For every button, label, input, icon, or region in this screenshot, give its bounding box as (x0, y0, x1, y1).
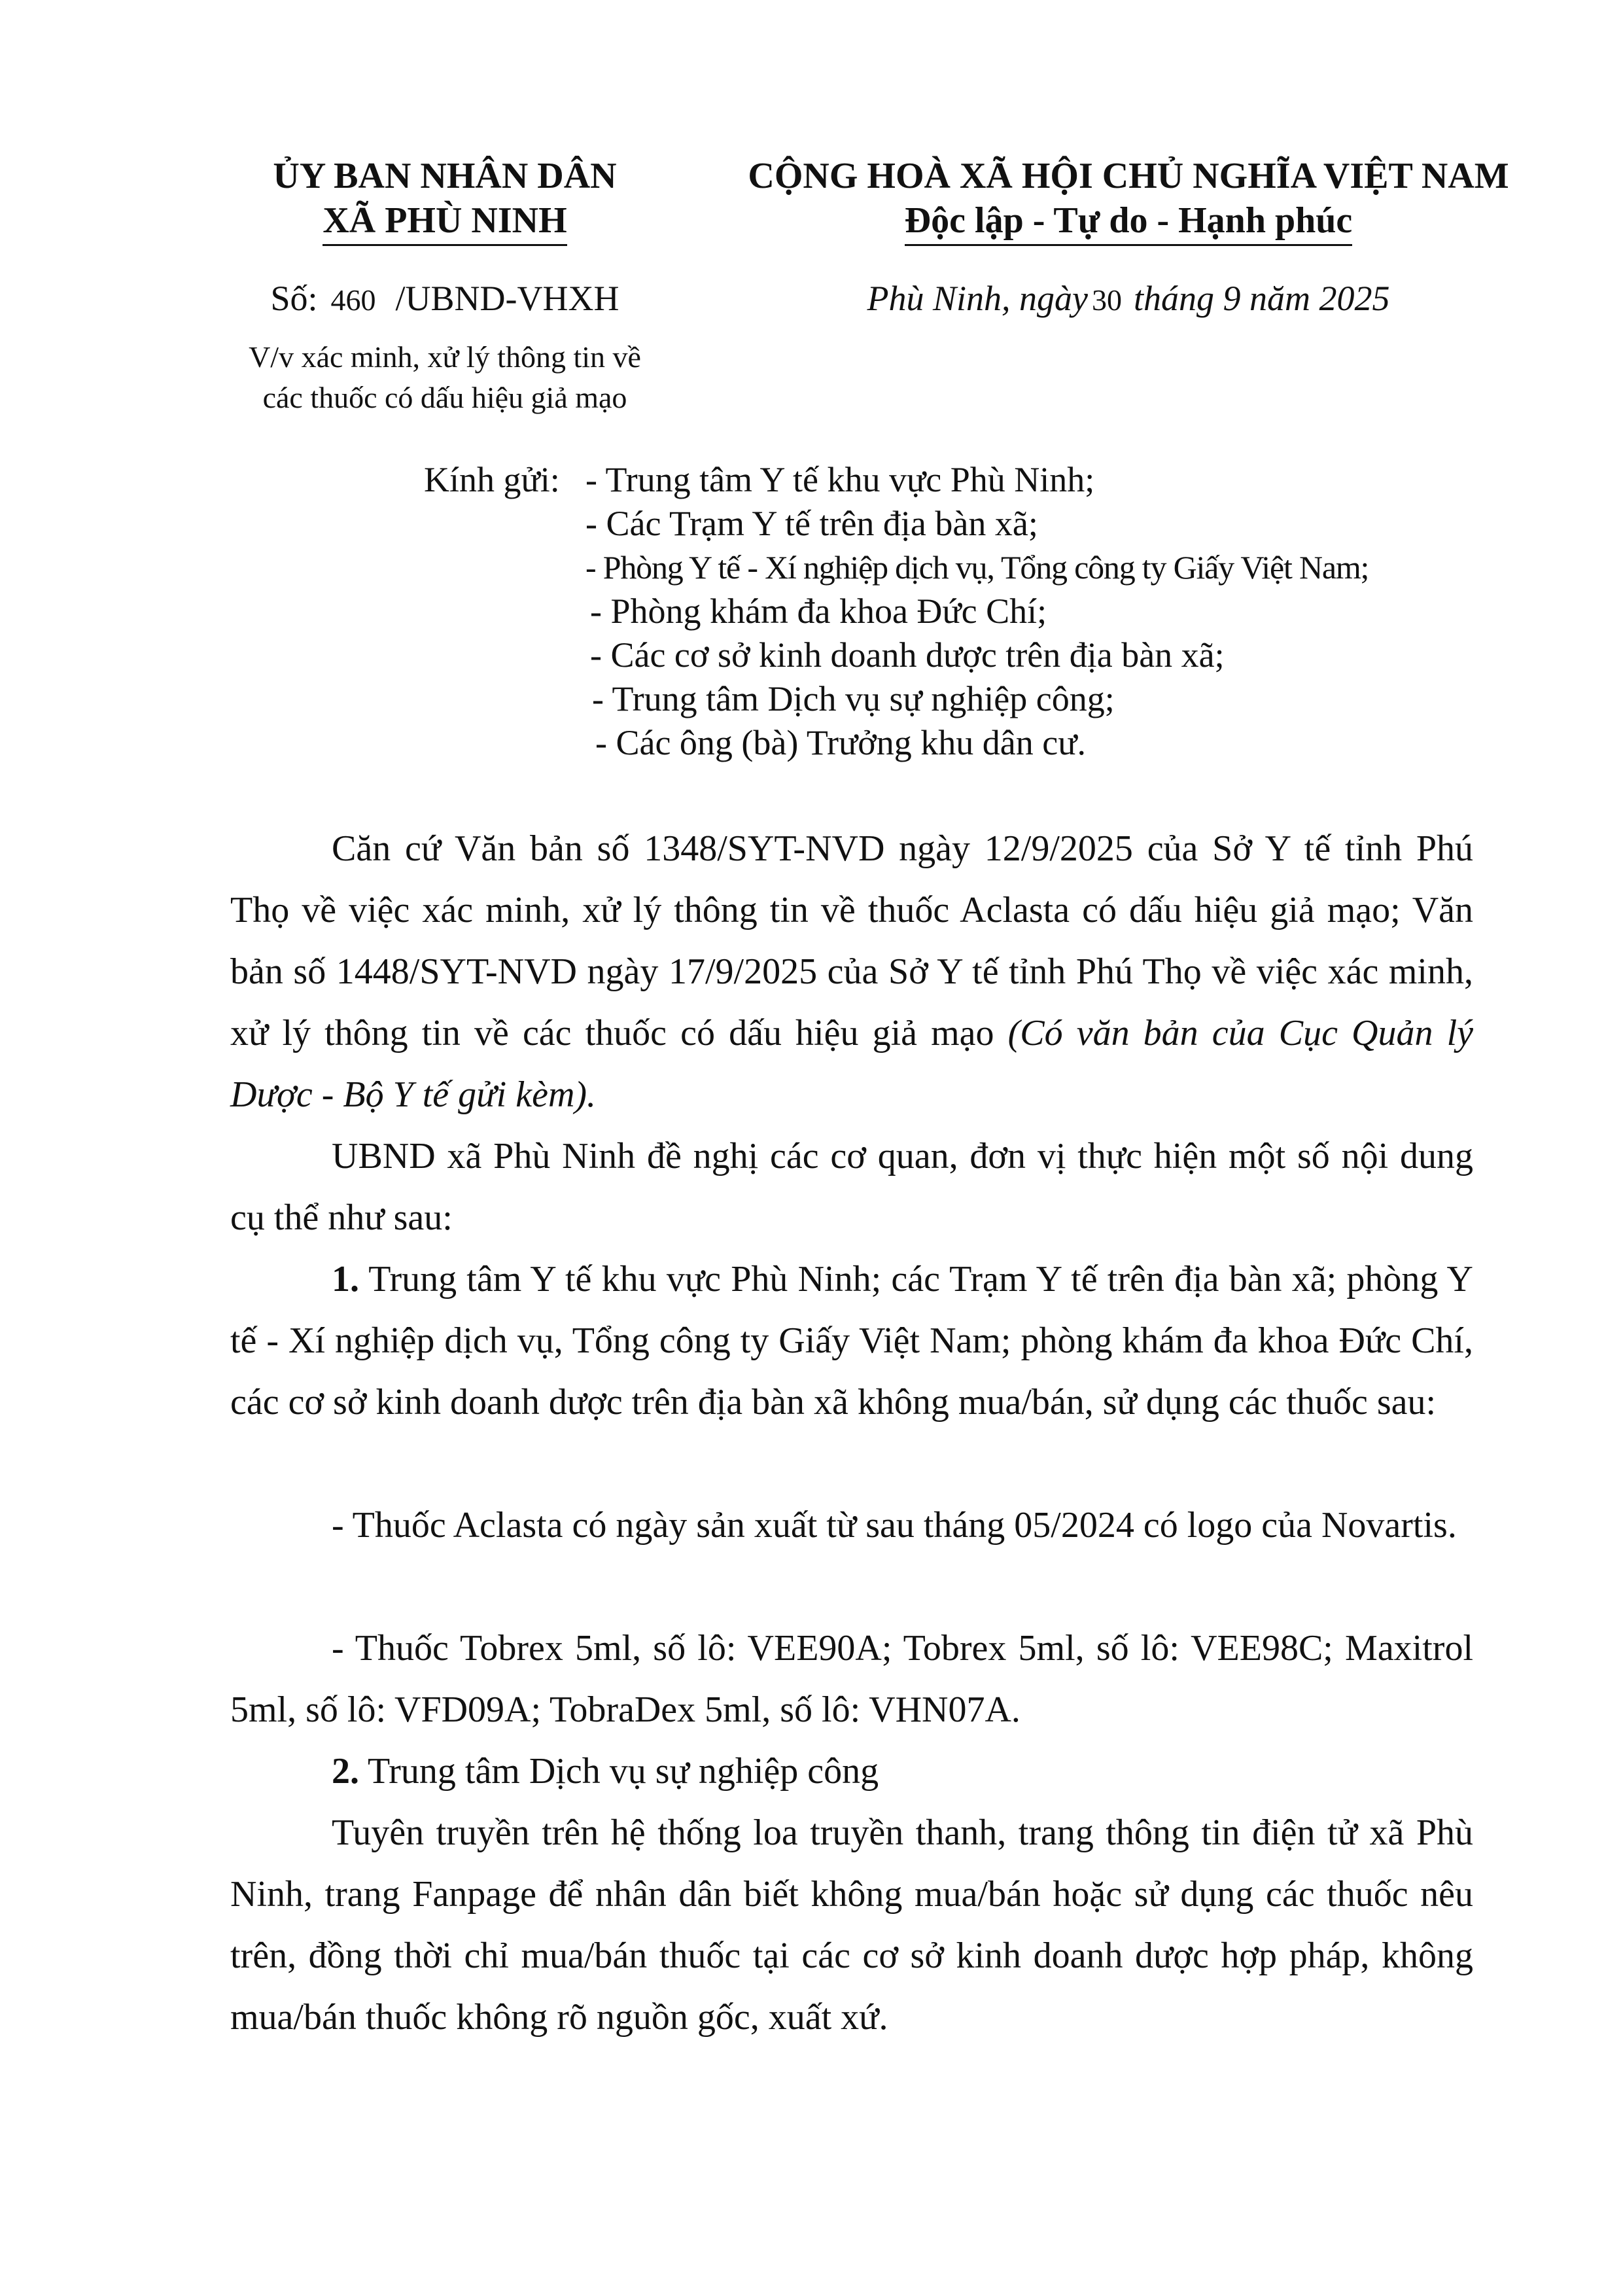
recipient-item: - Các cơ sở kinh doanh dược trên địa bàn xã; (590, 635, 1225, 675)
recipient-item: - Các ông (bà) Trưởng khu dân cư. (595, 723, 1086, 762)
subject-line-1: V/v xác minh, xử lý thông tin về (249, 340, 641, 374)
date-suffix: tháng 9 năm 2025 (1133, 279, 1390, 318)
organization-name: ỦY BAN NHÂN DÂN (273, 156, 617, 196)
motto: Độc lập - Tự do - Hạnh phúc (905, 198, 1353, 246)
recipients-label: Kính gửi: (424, 460, 560, 499)
paragraph-propaganda: Tuyên truyền trên hệ thống loa truyền thanh, trang thông tin điện tử xã Phù Ninh, trang Fanpage để nhân dân biết không mua/bán hoặc sử dụng các thuốc nêu trên, đồng thời chỉ mua/bán thuốc tại các cơ sở kinh doanh dược hợp pháp, không mua/bán thuốc không rõ nguồn gốc, xuất xứ. (230, 1812, 1473, 2038)
date-line (707, 278, 1550, 319)
paragraph-request: UBND xã Phù Ninh đề nghị các cơ quan, đơn vị thực hiện một số nội dung cụ thể như sau: (230, 1136, 1473, 1238)
section-2-number: 2. (332, 1751, 359, 1792)
legal-basis-text: Căn cứ Văn bản số 1348/SYT-NVD ngày 12/9/2025 của Sở Y tế tỉnh Phú Thọ về việc xác minh, xử lý thông tin về thuốc Aclasta có dấu hiệu giả mạo; Văn bản số 1448/SYT-NVD ngày 17/9/2025 của Sở Y tế tỉnh Phú Thọ về việc xác minh, xử lý thông tin về các thuốc có dấu hiệu giả mạo (230, 828, 1473, 1053)
attachment-note: (Có văn bản của Cục Quản lý Dược - Bộ Y tế gửi kèm). (230, 1013, 1474, 1115)
recipient-item: - Phòng khám đa khoa Đức Chí; (590, 592, 1047, 631)
bullet-aclasta: - Thuốc Aclasta có ngày sản xuất từ sau tháng 05/2024 có logo của Novartis. (332, 1505, 1457, 1545)
doc-number-prefix: Số: (270, 279, 318, 318)
section-1-text: Trung tâm Y tế khu vực Phù Ninh; các Trạm Y tế trên địa bàn xã; phòng Y tế - Xí nghiệp dịch vụ, Tổng công ty Giấy Việt Nam; phòng khám đa khoa Đức Chí, các cơ sở kinh doanh dược trên địa bàn xã không mua/bán, sử dụng các thuốc sau: (230, 1259, 1473, 1422)
recipient-item: - Các Trạm Y tế trên địa bàn xã; (585, 504, 1038, 543)
doc-number-value: 460 (330, 283, 376, 317)
national-motto (707, 154, 1550, 246)
bullet-tobrex: - Thuốc Tobrex 5ml, số lô: VEE90A; Tobrex 5ml, số lô: VEE98C; Maxitrol 5ml, số lô: VFD09A; TobraDex 5ml, số lô: VHN07A. (230, 1628, 1473, 1730)
subject-line-2: các thuốc có dấu hiệu giả mạo (262, 381, 627, 414)
issuing-organization (216, 154, 674, 246)
recipient-item: - Trung tâm Dịch vụ sự nghiệp công; (592, 679, 1115, 718)
section-1 (230, 1248, 1473, 1433)
recipient-item: - Phòng Y tế - Xí nghiệp dịch vụ, Tổng công ty Giấy Việt Nam; (585, 549, 1369, 586)
commune-name: XÃ PHÙ NINH (323, 198, 567, 246)
paragraph-legal-basis (230, 818, 1473, 1125)
date-prefix: Phù Ninh, ngày (867, 279, 1088, 318)
document-number (216, 278, 674, 319)
recipient-item: - Trung tâm Y tế khu vực Phù Ninh; (585, 460, 1095, 499)
date-day: 30 (1091, 283, 1122, 317)
document-subject (216, 337, 674, 418)
section-2 (230, 1740, 1473, 1802)
nation-name: CỘNG HOÀ XÃ HỘI CHỦ NGHĨA VIỆT NAM (748, 156, 1509, 196)
doc-number-suffix: /UBND-VHXH (395, 279, 620, 318)
section-2-text: Trung tâm Dịch vụ sự nghiệp công (368, 1751, 879, 1792)
section-1-number: 1. (332, 1259, 359, 1299)
